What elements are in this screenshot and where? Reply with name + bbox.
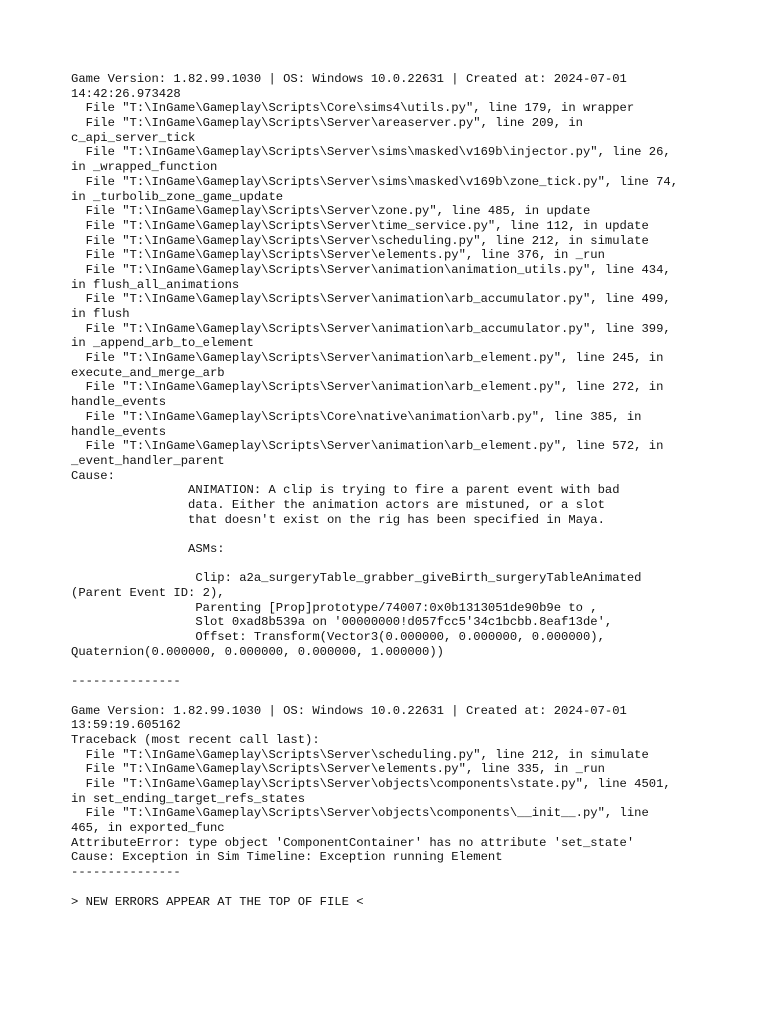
blank-line [71,689,711,704]
footer-note: > NEW ERRORS APPEAR AT THE TOP OF FILE < [71,894,364,909]
trace-line: 465, in exported_func [71,821,225,836]
error-entry-2 [71,704,711,880]
clip-detail-line: Offset: Transform(Vector3(0.000000, 0.000000, 0.000000), [71,630,605,645]
traceback-title: Traceback (most recent call last): [71,732,320,747]
entry-header-line: Game Version: 1.82.99.1030 | OS: Windows 10.0.22631 | Created at: 2024-07-01 [71,703,627,718]
cause-line: Cause: Exception in Sim Timeline: Exception running Element [71,850,503,865]
cause-message-line: that doesn't exist on the rig has been specified in Maya. [71,512,605,527]
clip-details [71,571,711,659]
stack-trace [71,748,711,836]
trace-line: File "T:\InGame\Gameplay\Scripts\Server\animation\arb_accumulator.py", line 499, [71,292,671,307]
entry-header-line: Game Version: 1.82.99.1030 | OS: Windows 10.0.22631 | Created at: 2024-07-01 [71,72,627,86]
trace-line: File "T:\InGame\Gameplay\Scripts\Server\zone.py", line 485, in update [71,204,591,219]
trace-line: File "T:\InGame\Gameplay\Scripts\Server\areaserver.py", line 209, in [71,116,583,131]
entry-separator: --------------- [71,865,181,880]
error-log-document [71,72,711,909]
trace-line: execute_and_merge_arb [71,365,225,380]
cause-message [71,483,711,527]
trace-line: File "T:\InGame\Gameplay\Scripts\Server\animation\animation_utils.py", line 434, [71,262,671,277]
trace-line: c_api_server_tick [71,130,196,145]
entry-header-line: 13:59:19.605162 [71,718,181,733]
cause-message-line: data. Either the animation actors are mistuned, or a slot [71,497,605,512]
trace-line: in _append_arb_to_element [71,336,254,351]
clip-detail-line: Clip: a2a_surgeryTable_grabber_giveBirth_surgeryTableAnimated [71,571,642,586]
blank-line [71,660,711,675]
trace-line: File "T:\InGame\Gameplay\Scripts\Server\objects\components\__init__.py", line [71,806,649,821]
trace-line: File "T:\InGame\Gameplay\Scripts\Server\animation\arb_element.py", line 572, in [71,439,664,454]
trace-line: in _turbolib_zone_game_update [71,189,284,204]
trace-line: _event_handler_parent [71,453,225,468]
trace-line: in _wrapped_function [71,160,218,175]
trace-line: File "T:\InGame\Gameplay\Scripts\Server\elements.py", line 376, in _run [71,248,605,263]
trace-line: File "T:\InGame\Gameplay\Scripts\Server\sims\masked\v169b\injector.py", line 26, [71,145,671,160]
trace-line: File "T:\InGame\Gameplay\Scripts\Server\scheduling.py", line 212, in simulate [71,747,649,762]
trace-line: File "T:\InGame\Gameplay\Scripts\Server\sims\masked\v169b\zone_tick.py", line 74, [71,174,679,189]
trace-line: File "T:\InGame\Gameplay\Scripts\Server\scheduling.py", line 212, in simulate [71,233,649,248]
trace-line: handle_events [71,424,167,439]
error-entry-1 [71,72,711,660]
clip-detail-line: Slot 0xad8b539a on '00000000!d057fcc5'34c1bcbb.8eaf13de', [71,615,613,630]
trace-line: File "T:\InGame\Gameplay\Scripts\Core\sims4\utils.py", line 179, in wrapper [71,101,635,116]
trace-line: in set_ending_target_refs_states [71,791,306,806]
trace-line: File "T:\InGame\Gameplay\Scripts\Server\animation\arb_accumulator.py", line 399, [71,321,671,336]
entry-header [71,72,711,101]
stack-trace [71,101,711,468]
trace-line: handle_events [71,395,167,410]
trace-line: File "T:\InGame\Gameplay\Scripts\Server\time_service.py", line 112, in update [71,218,649,233]
trace-line: File "T:\InGame\Gameplay\Scripts\Core\native\animation\arb.py", line 385, in [71,409,642,424]
asms-label: ASMs: [71,542,225,556]
trace-line: File "T:\InGame\Gameplay\Scripts\Server\elements.py", line 335, in _run [71,762,605,777]
entry-header [71,704,711,733]
cause-message-line: ANIMATION: A clip is trying to fire a parent event with bad [71,483,620,498]
error-message: AttributeError: type object 'ComponentContainer' has no attribute 'set_state' [71,835,635,850]
blank-line [71,557,711,572]
trace-line: in flush [71,307,130,321]
cause-label: Cause: [71,468,115,483]
trace-line: File "T:\InGame\Gameplay\Scripts\Server\objects\components\state.py", line 4501, [71,777,671,791]
trace-line: in flush_all_animations [71,277,240,292]
clip-detail-line: Parenting [Prop]prototype/74007:0x0b1313051de90b9e to , [71,600,598,615]
blank-line [71,527,711,542]
blank-line [71,880,711,895]
entry-separator: --------------- [71,674,181,689]
clip-detail-line: (Parent Event ID: 2), [71,586,225,601]
clip-detail-line: Quaternion(0.000000, 0.000000, 0.000000, 1.000000)) [71,644,444,659]
trace-line: File "T:\InGame\Gameplay\Scripts\Server\animation\arb_element.py", line 272, in [71,380,664,395]
entry-header-line: 14:42:26.973428 [71,86,181,101]
trace-line: File "T:\InGame\Gameplay\Scripts\Server\animation\arb_element.py", line 245, in [71,351,664,366]
